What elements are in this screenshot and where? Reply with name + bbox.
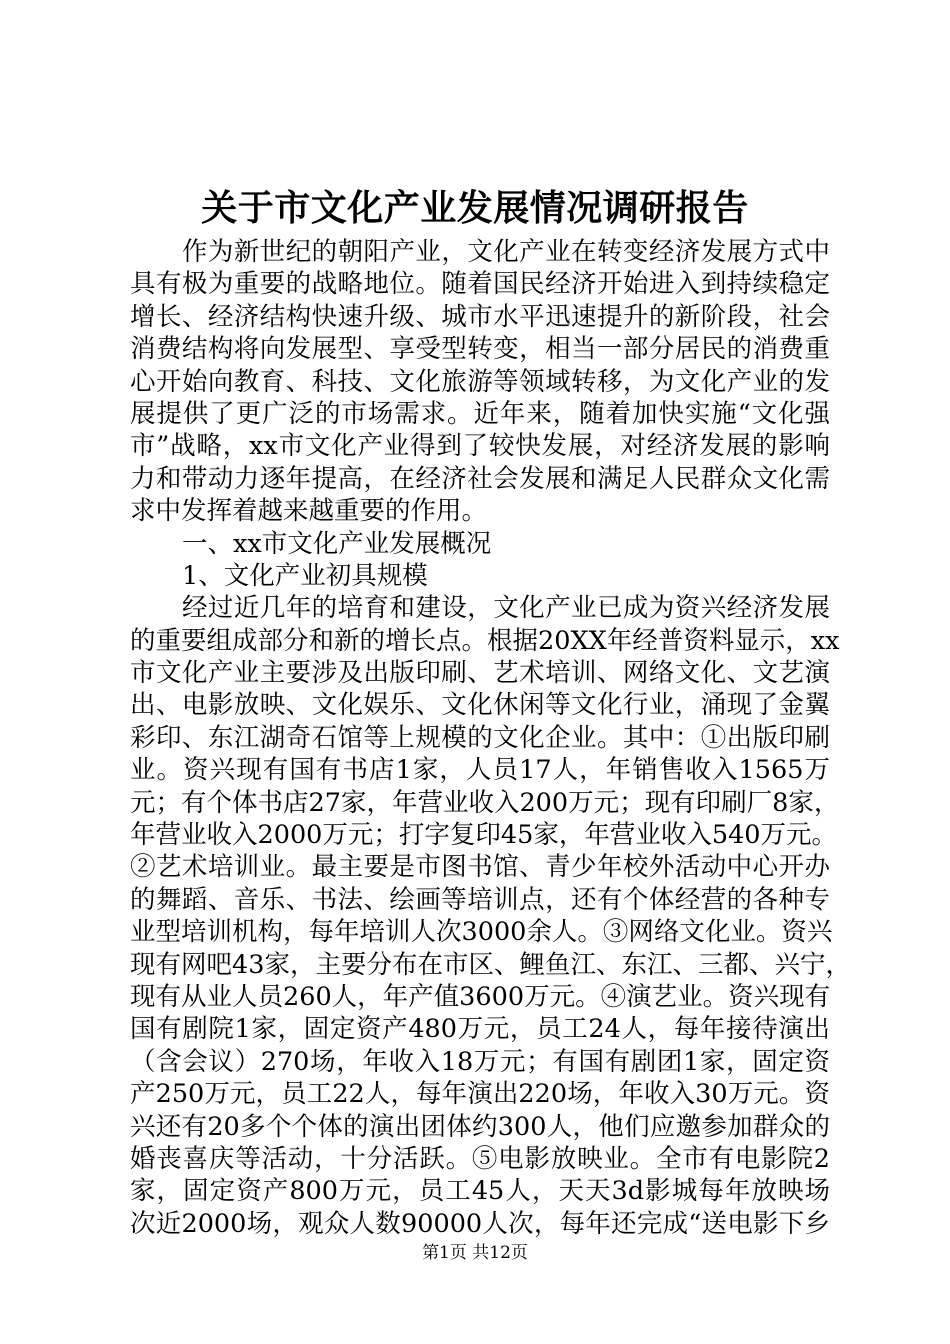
paragraph-line: ②艺术培训业。最主要是市图书馆、青少年校外活动中心开办 xyxy=(130,852,830,883)
paragraph-line: 心开始向教育、科技、文化旅游等领域转移，为文化产业的发 xyxy=(130,366,830,397)
paragraph-line: 次近2000场，观众人数90000人次，每年还完成“送电影下乡 xyxy=(130,1208,830,1239)
paragraph-line: 的重要组成部分和新的增长点。根据20XX年经普资料显示，xx xyxy=(130,625,840,656)
paragraph-line: 增长、经济结构快速升级、城市水平迅速提升的新阶段，社会 xyxy=(130,301,830,332)
paragraph-line: 元；有个体书店27家，年营业收入200万元；现有印刷厂8家， xyxy=(130,787,840,818)
paragraph-line: 经过近几年的培育和建设，文化产业已成为资兴经济发展 xyxy=(182,593,830,624)
paragraph-line: 兴还有20多个个体的演出团体约300人，他们应邀参加群众的 xyxy=(130,1111,830,1142)
paragraph-line: 力和带动力逐年提高，在经济社会发展和满足人民群众文化需 xyxy=(130,463,830,494)
section-heading: 一、xx市文化产业发展概况 xyxy=(182,528,492,559)
paragraph-line: 业。资兴现有国有书店1家，人员17人，年销售收入1565万 xyxy=(130,755,830,786)
paragraph-line: 年营业收入2000万元；打字复印45家，年营业收入540万元。 xyxy=(130,820,838,851)
paragraph-line: 展提供了更广泛的市场需求。近年来，随着加快实施“文化强 xyxy=(130,398,830,429)
document-body xyxy=(130,236,851,1240)
paragraph-line: 现有从业人员260人，年产值3600万元。④演艺业。资兴现有 xyxy=(130,981,831,1012)
paragraph-line: 家，固定资产800万元，员工45人，天天3d影城每年放映场 xyxy=(130,1176,830,1207)
paragraph-line: 婚丧喜庆等活动，十分活跃。⑤电影放映业。全市有电影院2 xyxy=(130,1143,830,1174)
paragraph-line: 求中发挥着越来越重要的作用。 xyxy=(130,496,488,527)
paragraph-line: 消费结构将向发展型、享受型转变，相当一部分居民的消费重 xyxy=(130,334,830,365)
page-number-footer: 第1页 共12页 xyxy=(422,1243,528,1263)
paragraph-line: 出、电影放映、文化娱乐、文化休闲等文化行业，涌现了金翼 xyxy=(130,690,830,721)
paragraph-line: 国有剧院1家，固定资产480万元，员工24人，每年接待演出 xyxy=(130,1014,830,1045)
paragraph-line: 业型培训机构，每年培训人次3000余人。③网络文化业。资兴 xyxy=(130,917,833,948)
document-title: 关于市文化产业发展情况调研报告 xyxy=(201,187,749,229)
paragraph-line: 具有极为重要的战略地位。随着国民经济开始进入到持续稳定 xyxy=(130,269,830,300)
paragraph-line: 作为新世纪的朝阳产业，文化产业在转变经济发展方式中 xyxy=(182,237,830,267)
paragraph-line: 产250万元，员工22人，每年演出220场，年收入30万元。资 xyxy=(130,1079,830,1110)
paragraph-line: 现有网吧43家，主要分布在市区、鲤鱼江、东江、三都、兴宁， xyxy=(130,949,851,980)
paragraph-line: 彩印、东江湖奇石馆等上规模的文化企业。其中：①出版印刷 xyxy=(130,722,830,753)
paragraph-line: 市”战略，xx市文化产业得到了较快发展，对经济发展的影响 xyxy=(130,431,830,462)
paragraph-line: 的舞蹈、音乐、书法、绘画等培训点，还有个体经营的各种专 xyxy=(130,884,830,915)
subsection-heading: 1、文化产业初具规模 xyxy=(182,560,428,591)
paragraph-line: 市文化产业主要涉及出版印刷、艺术培训、网络文化、文艺演 xyxy=(130,658,830,689)
paragraph-line: （含会议）270场，年收入18万元；有国有剧团1家，固定资 xyxy=(130,1046,830,1077)
